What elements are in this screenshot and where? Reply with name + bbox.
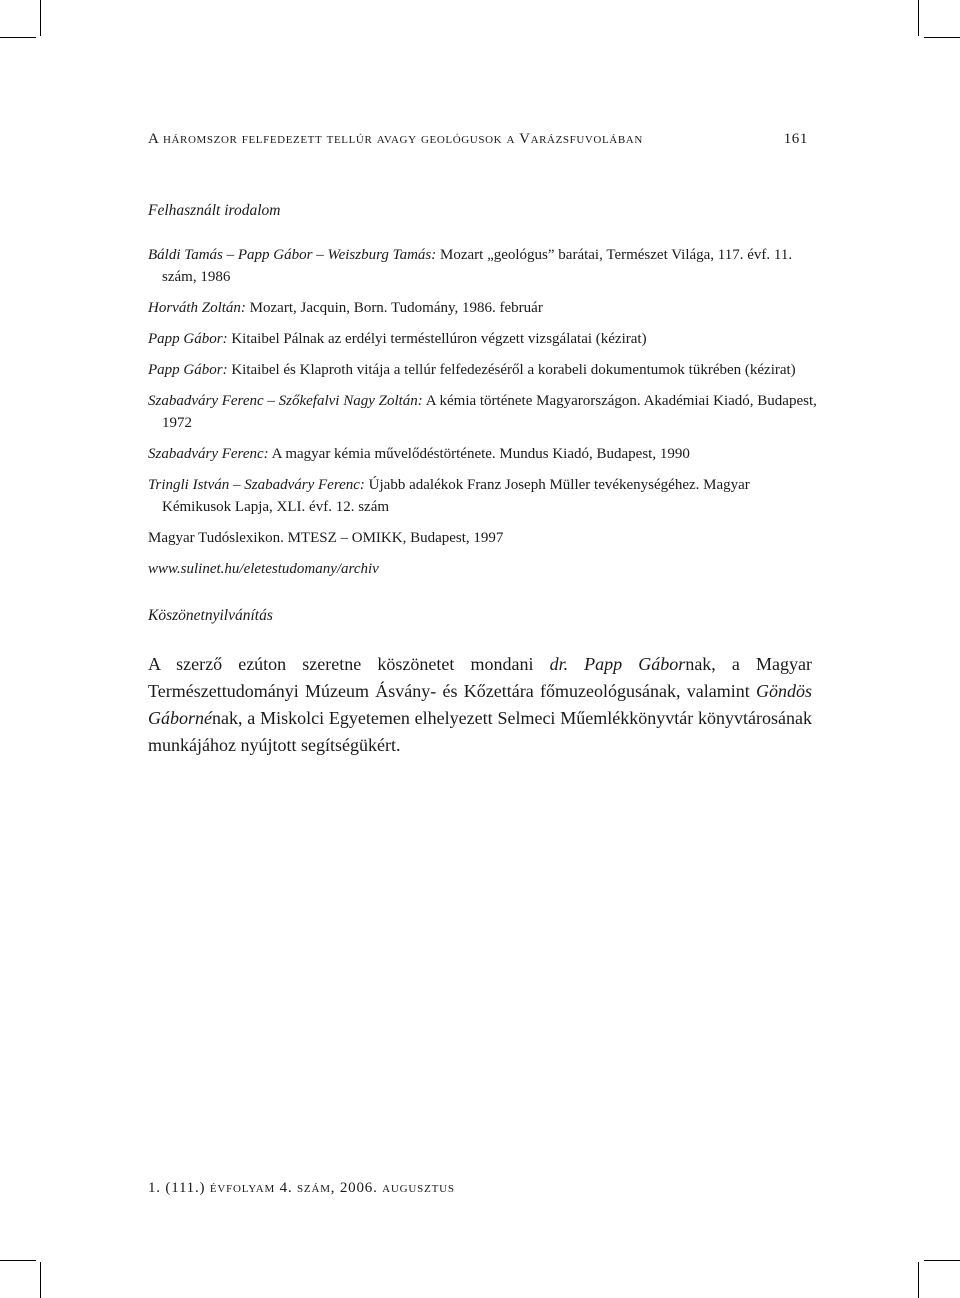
- journal-footer: 1. (111.) évfolyam 4. szám, 2006. augusztus: [148, 1180, 455, 1196]
- reference-item: Papp Gábor: Kitaibel Pálnak az erdélyi terméstellúron végzett vizsgálatai (kézirat): [148, 331, 647, 347]
- running-header: [148, 131, 808, 148]
- reference-item: Szabadváry Ferenc – Szőkefalvi Nagy Zoltán: A kémia története Magyarországon. Akadémiai Kiadó, Budapest, 1972: [148, 393, 817, 431]
- acknowledgement-paragraph: A szerző ezúton szeretne köszönetet mondani dr. Papp Gábornak, a Magyar Természettudományi Múzeum Ásvány- és Kőzettára főmuzeológusának, valamint Göndös Gábornénak, a Miskolci Egyetemen elhelyezett Selmeci Műemlékkönyvtár könyvtárosának munkájához nyújtott segítségükért.: [148, 654, 812, 755]
- page-number: 161: [783, 131, 808, 147]
- reference-item: Báldi Tamás – Papp Gábor – Weiszburg Tamás: Mozart „geológus” barátai, Természet Világa, 117. évf. 11. szám, 1986: [148, 247, 793, 285]
- crop-mark-bottom-left-h: [0, 1260, 36, 1261]
- reference-item: Papp Gábor: Kitaibel és Klaproth vitája a tellúr felfedezéséről a korabeli dokumentumok tükrében (kézirat): [148, 362, 796, 378]
- crop-mark-bottom-right-h: [924, 1260, 960, 1261]
- crop-mark-bottom-right: [918, 1262, 919, 1298]
- acknowledgement-heading: Köszönetnyilvánítás: [148, 607, 273, 624]
- crop-mark-bottom-left: [40, 1262, 41, 1298]
- running-title: A háromszor felfedezett tellúr avagy geológusok a Varázsfuvolában: [148, 131, 643, 147]
- crop-mark-top-right: [918, 0, 919, 36]
- crop-mark-top-right-h: [924, 37, 960, 38]
- crop-mark-top-left-h: [0, 37, 36, 38]
- reference-item: Magyar Tudóslexikon. MTESZ – OMIKK, Budapest, 1997: [148, 530, 504, 546]
- reference-list: [148, 244, 818, 589]
- reference-item: Horváth Zoltán: Mozart, Jacquin, Born. Tudomány, 1986. február: [148, 300, 543, 316]
- reference-url[interactable]: www.sulinet.hu/eletestudomany/archiv: [148, 561, 379, 577]
- crop-mark-top-left: [40, 0, 41, 36]
- reference-item: Tringli István – Szabadváry Ferenc: Újabb adalékok Franz Joseph Müller tevékenységéhez. Magyar Kémikusok Lapja, XLI. évf. 12. szám: [148, 477, 750, 515]
- reference-item: Szabadváry Ferenc: A magyar kémia művelődéstörténete. Mundus Kiadó, Budapest, 1990: [148, 446, 690, 462]
- references-heading: Felhasznált irodalom: [148, 202, 281, 219]
